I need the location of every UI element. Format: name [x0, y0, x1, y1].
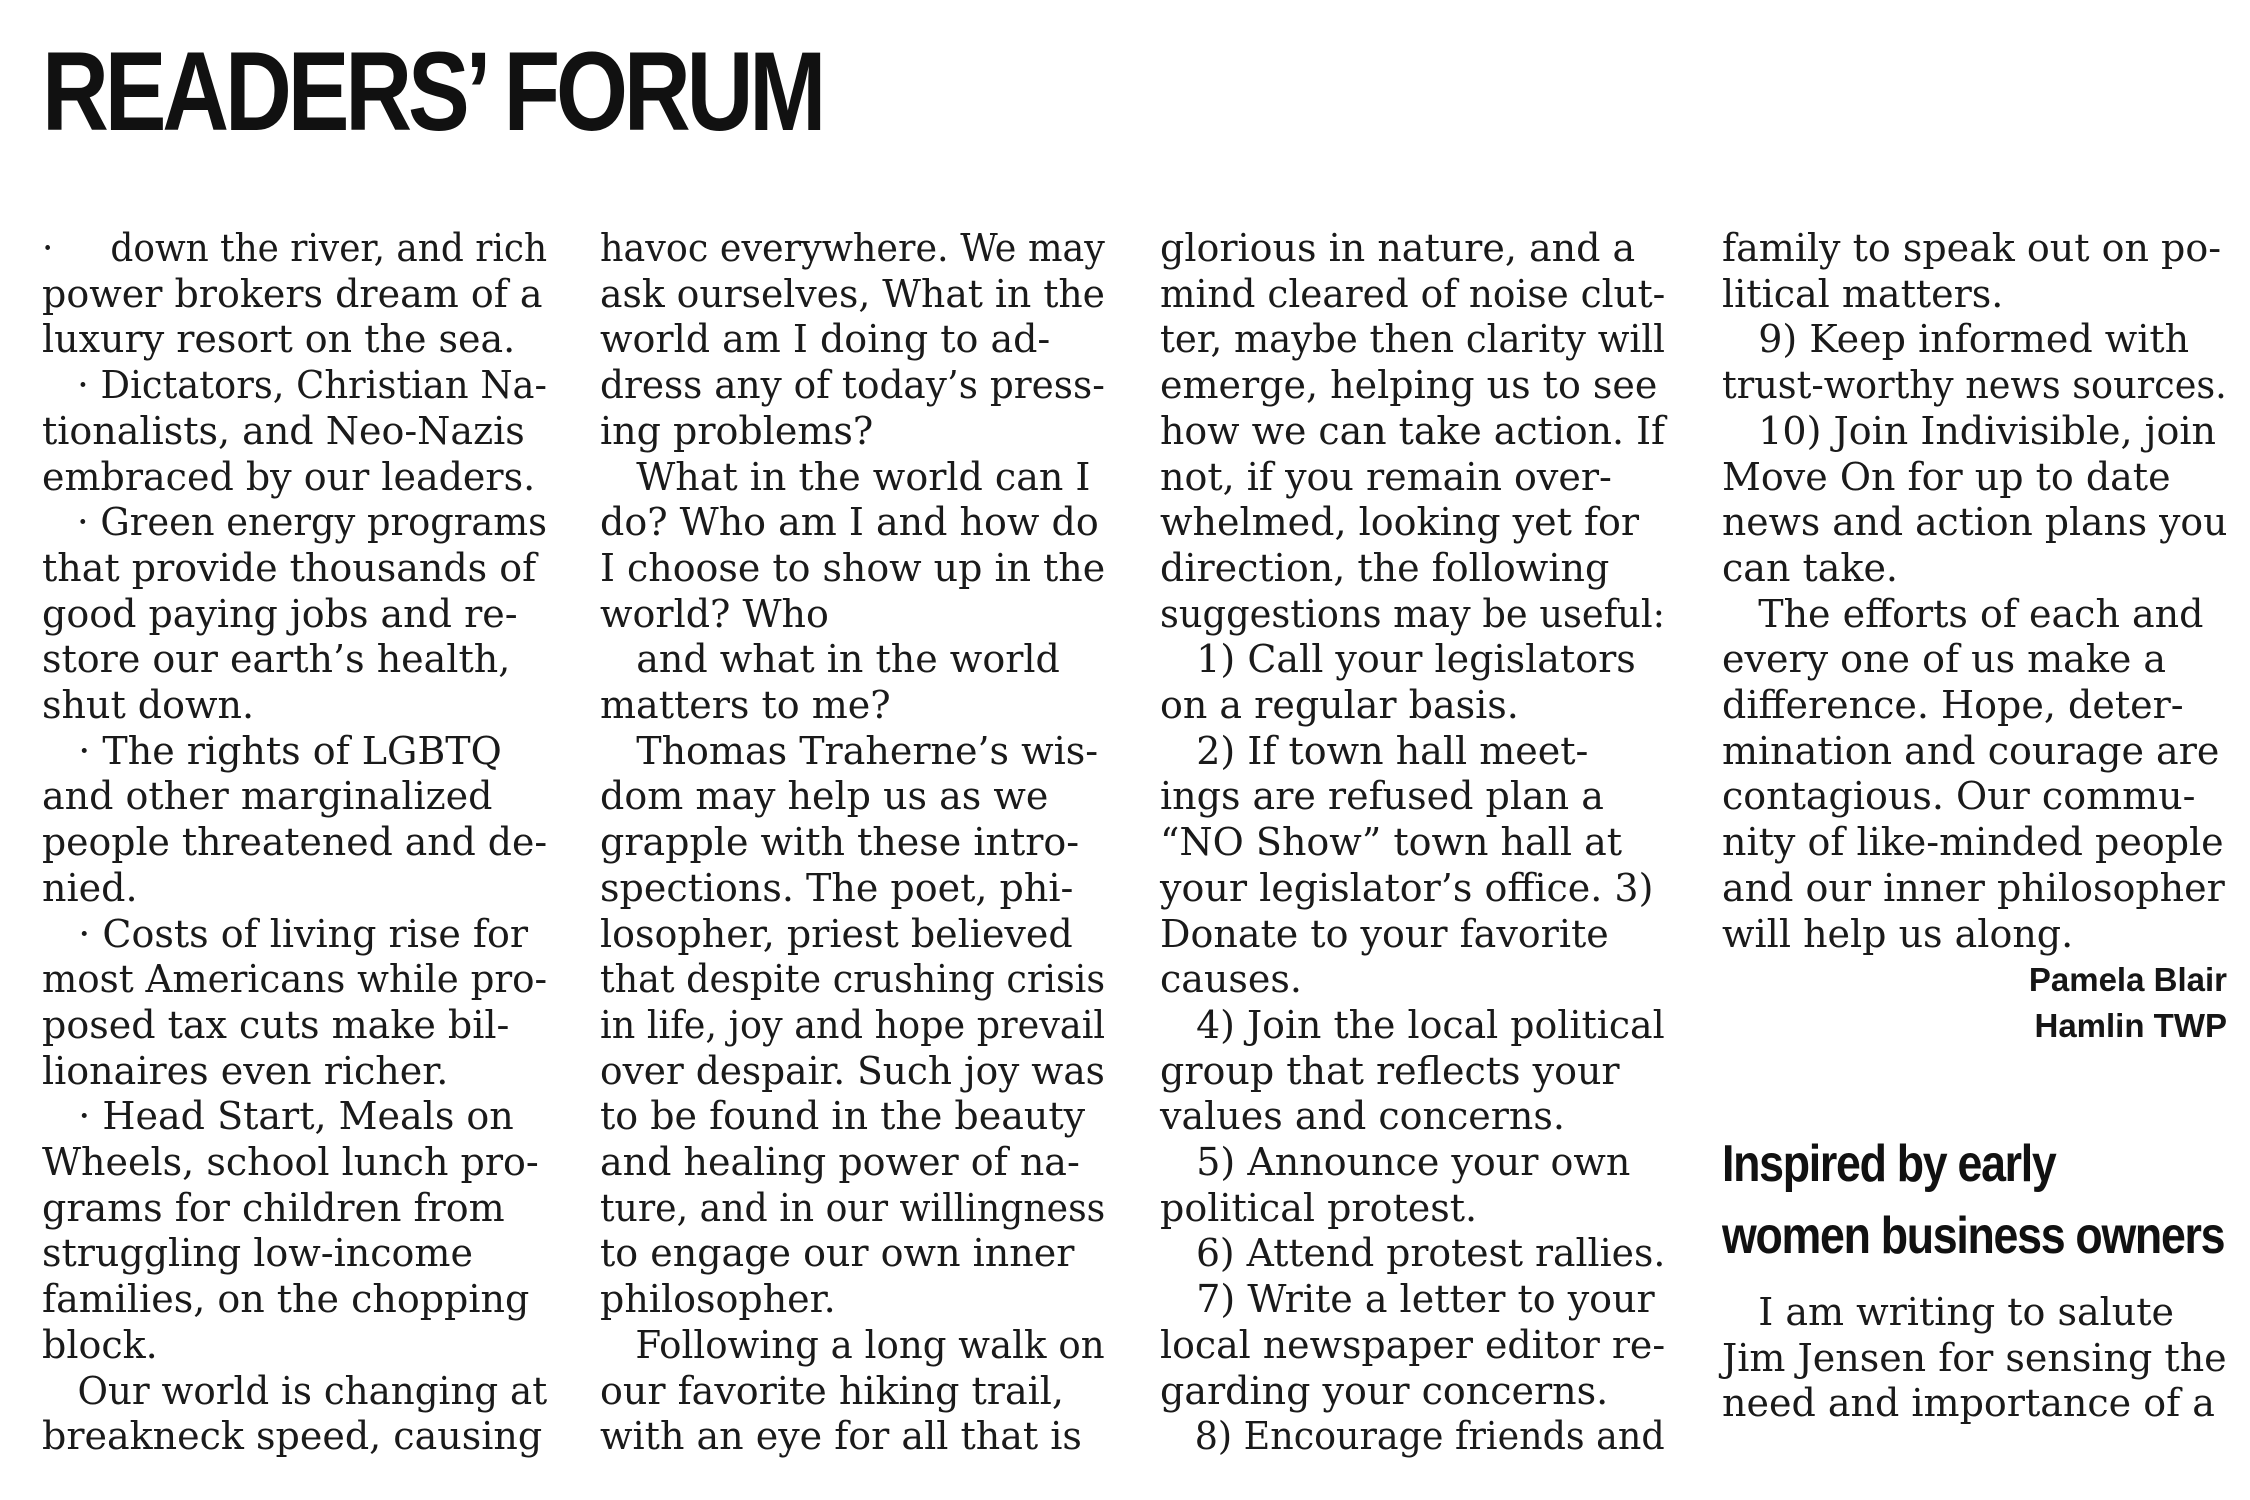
- text-line: families, on the chopping: [42, 1277, 530, 1322]
- text-line: lionaires even richer.: [42, 1048, 449, 1093]
- letter-column-1: [42, 226, 547, 1460]
- text-line: nity of like-minded people: [1722, 820, 2224, 865]
- text-line: direction, the following: [1160, 545, 1610, 590]
- text-line: good paying jobs and re-: [42, 591, 518, 636]
- text-line: shut down.: [42, 683, 255, 728]
- text-line: ings are refused plan a: [1160, 774, 1604, 819]
- text-line: “NO Show” town hall at: [1160, 820, 1622, 865]
- text-line: Our world is changing at: [42, 1368, 548, 1413]
- section-title: READERS’ FORUM: [42, 29, 823, 154]
- text-line: Jim Jensen for sensing the: [1722, 1335, 2227, 1380]
- text-line: how we can take action. If: [1160, 408, 1666, 453]
- text-line: · The rights of LGBTQ: [42, 728, 502, 773]
- text-line: your legislator’s office. 3): [1160, 865, 1654, 910]
- text-line: store our earth’s health,: [42, 637, 511, 682]
- text-line: will help us along.: [1722, 911, 2074, 956]
- text-line: ter, maybe then clarity will: [1160, 317, 1665, 362]
- text-line: every one of us make a: [1722, 637, 2167, 682]
- text-line: world? Who: [600, 591, 829, 636]
- letter-column-4: [1722, 226, 2227, 957]
- signature-place: Hamlin TWP: [2034, 1006, 2227, 1044]
- text-line: grams for children from: [42, 1185, 505, 1230]
- text-line: grapple with these intro-: [600, 820, 1080, 865]
- text-line: Thomas Traherne’s wis-: [600, 728, 1099, 773]
- text-line: causes.: [1160, 957, 1302, 1002]
- text-line: matters to me?: [600, 683, 891, 728]
- text-line: 1) Call your legislators: [1160, 637, 1636, 682]
- text-line: · Head Start, Meals on: [42, 1094, 514, 1139]
- text-line: do? Who am I and how do: [600, 500, 1099, 545]
- text-line: power brokers dream of a: [42, 271, 543, 316]
- text-line: dress any of today’s press-: [600, 363, 1105, 408]
- text-line: 10) Join Indivisible, join: [1722, 408, 2216, 453]
- letter-signature: [1722, 957, 2227, 1048]
- text-line: ture, and in our willingness: [600, 1185, 1106, 1230]
- headline-line-2: women business owners: [1722, 1207, 2225, 1265]
- text-line: · Dictators, Christian Na-: [42, 363, 547, 408]
- text-line: 2) If town hall meet-: [1160, 728, 1589, 773]
- text-line: litical matters.: [1722, 271, 2004, 316]
- text-line: I choose to show up in the: [600, 545, 1106, 590]
- signature-name: Pamela Blair: [2028, 961, 2227, 998]
- text-line: tionalists, and Neo-Nazis: [42, 408, 525, 453]
- text-line: suggestions may be useful:: [1160, 591, 1666, 636]
- text-line: garding your concerns.: [1160, 1368, 1609, 1413]
- text-line: glorious in nature, and a: [1160, 226, 1636, 270]
- text-line: Donate to your favorite: [1160, 911, 1609, 956]
- text-line: spections. The poet, phi-: [600, 865, 1074, 910]
- text-line: ing problems?: [600, 408, 874, 453]
- text-line: · Green energy programs: [42, 500, 547, 545]
- text-line: Following a long walk on: [600, 1322, 1105, 1367]
- text-line: Move On for up to date: [1722, 454, 2171, 499]
- text-line: luxury resort on the sea.: [42, 317, 516, 362]
- text-line: to be found in the beauty: [600, 1094, 1086, 1139]
- text-line: · Costs of living rise for: [42, 911, 529, 956]
- text-line: most Americans while pro-: [42, 957, 548, 1002]
- text-line: not, if you remain over-: [1160, 454, 1612, 499]
- text-line: family to speak out on po-: [1722, 226, 2222, 270]
- text-line: 6) Attend protest rallies.: [1160, 1231, 1666, 1276]
- text-line: posed tax cuts make bil-: [42, 1002, 510, 1047]
- text-line: Wheels, school lunch pro-: [42, 1140, 539, 1185]
- text-line: block.: [42, 1322, 158, 1367]
- text-line: can take.: [1722, 545, 1899, 590]
- text-line: local newspaper editor re-: [1160, 1322, 1666, 1367]
- text-line: in life, joy and hope prevail: [600, 1002, 1106, 1047]
- text-line: losopher, priest believed: [600, 911, 1073, 956]
- text-line: people threatened and de-: [42, 820, 548, 865]
- text-line: whelmed, looking yet for: [1160, 500, 1640, 545]
- text-line: 4) Join the local political: [1160, 1002, 1665, 1047]
- text-line: embraced by our leaders.: [42, 454, 536, 499]
- text-line: 7) Write a letter to your: [1160, 1277, 1655, 1322]
- text-line: and our inner philosopher: [1722, 865, 2225, 910]
- text-line: · down the river, and rich: [42, 226, 548, 270]
- text-line: group that reflects your: [1160, 1048, 1620, 1093]
- next-letter-headline: [1722, 1128, 2242, 1272]
- text-line: 8) Encourage friends and: [1160, 1414, 1665, 1459]
- text-line: philosopher.: [600, 1277, 836, 1322]
- text-line: mind cleared of noise clut-: [1160, 271, 1666, 316]
- text-line: and healing power of na-: [600, 1140, 1080, 1185]
- text-line: difference. Hope, deter-: [1722, 683, 2184, 728]
- text-line: breakneck speed, causing: [42, 1414, 543, 1459]
- text-line: nied.: [42, 865, 138, 910]
- text-line: 9) Keep informed with: [1722, 317, 2190, 362]
- text-line: What in the world can I: [600, 454, 1091, 499]
- text-line: world am I doing to ad-: [600, 317, 1051, 362]
- text-line: struggling low-income: [42, 1231, 473, 1276]
- letter-column-2: [600, 226, 1105, 1460]
- text-line: dom may help us as we: [600, 774, 1049, 819]
- next-letter-body: [1722, 1290, 2227, 1427]
- text-line: ask ourselves, What in the: [600, 271, 1105, 316]
- text-line: and what in the world: [600, 637, 1060, 682]
- letter-column-3: [1160, 226, 1665, 1460]
- text-line: political protest.: [1160, 1185, 1478, 1230]
- text-line: 5) Announce your own: [1160, 1140, 1631, 1185]
- text-line: news and action plans you: [1722, 500, 2228, 545]
- text-line: mination and courage are: [1722, 728, 2220, 773]
- text-line: I am writing to salute: [1722, 1290, 2175, 1334]
- text-line: values and concerns.: [1160, 1094, 1565, 1139]
- text-line: with an eye for all that is: [600, 1414, 1082, 1459]
- headline-line-1: Inspired by early: [1722, 1135, 2056, 1193]
- text-line: emerge, helping us to see: [1160, 363, 1658, 408]
- text-line: that despite crushing crisis: [600, 957, 1106, 1002]
- text-line: over despair. Such joy was: [600, 1048, 1105, 1093]
- text-line: and other marginalized: [42, 774, 493, 819]
- text-line: our favorite hiking trail,: [600, 1368, 1064, 1413]
- text-line: trust-worthy news sources.: [1722, 363, 2227, 408]
- text-line: that provide thousands of: [42, 545, 537, 590]
- text-line: The efforts of each and: [1722, 591, 2204, 636]
- text-line: to engage our own inner: [600, 1231, 1075, 1276]
- text-line: need and importance of a: [1722, 1381, 2215, 1426]
- text-line: contagious. Our commu-: [1722, 774, 2196, 819]
- text-line: havoc everywhere. We may: [600, 226, 1105, 270]
- text-line: on a regular basis.: [1160, 683, 1519, 728]
